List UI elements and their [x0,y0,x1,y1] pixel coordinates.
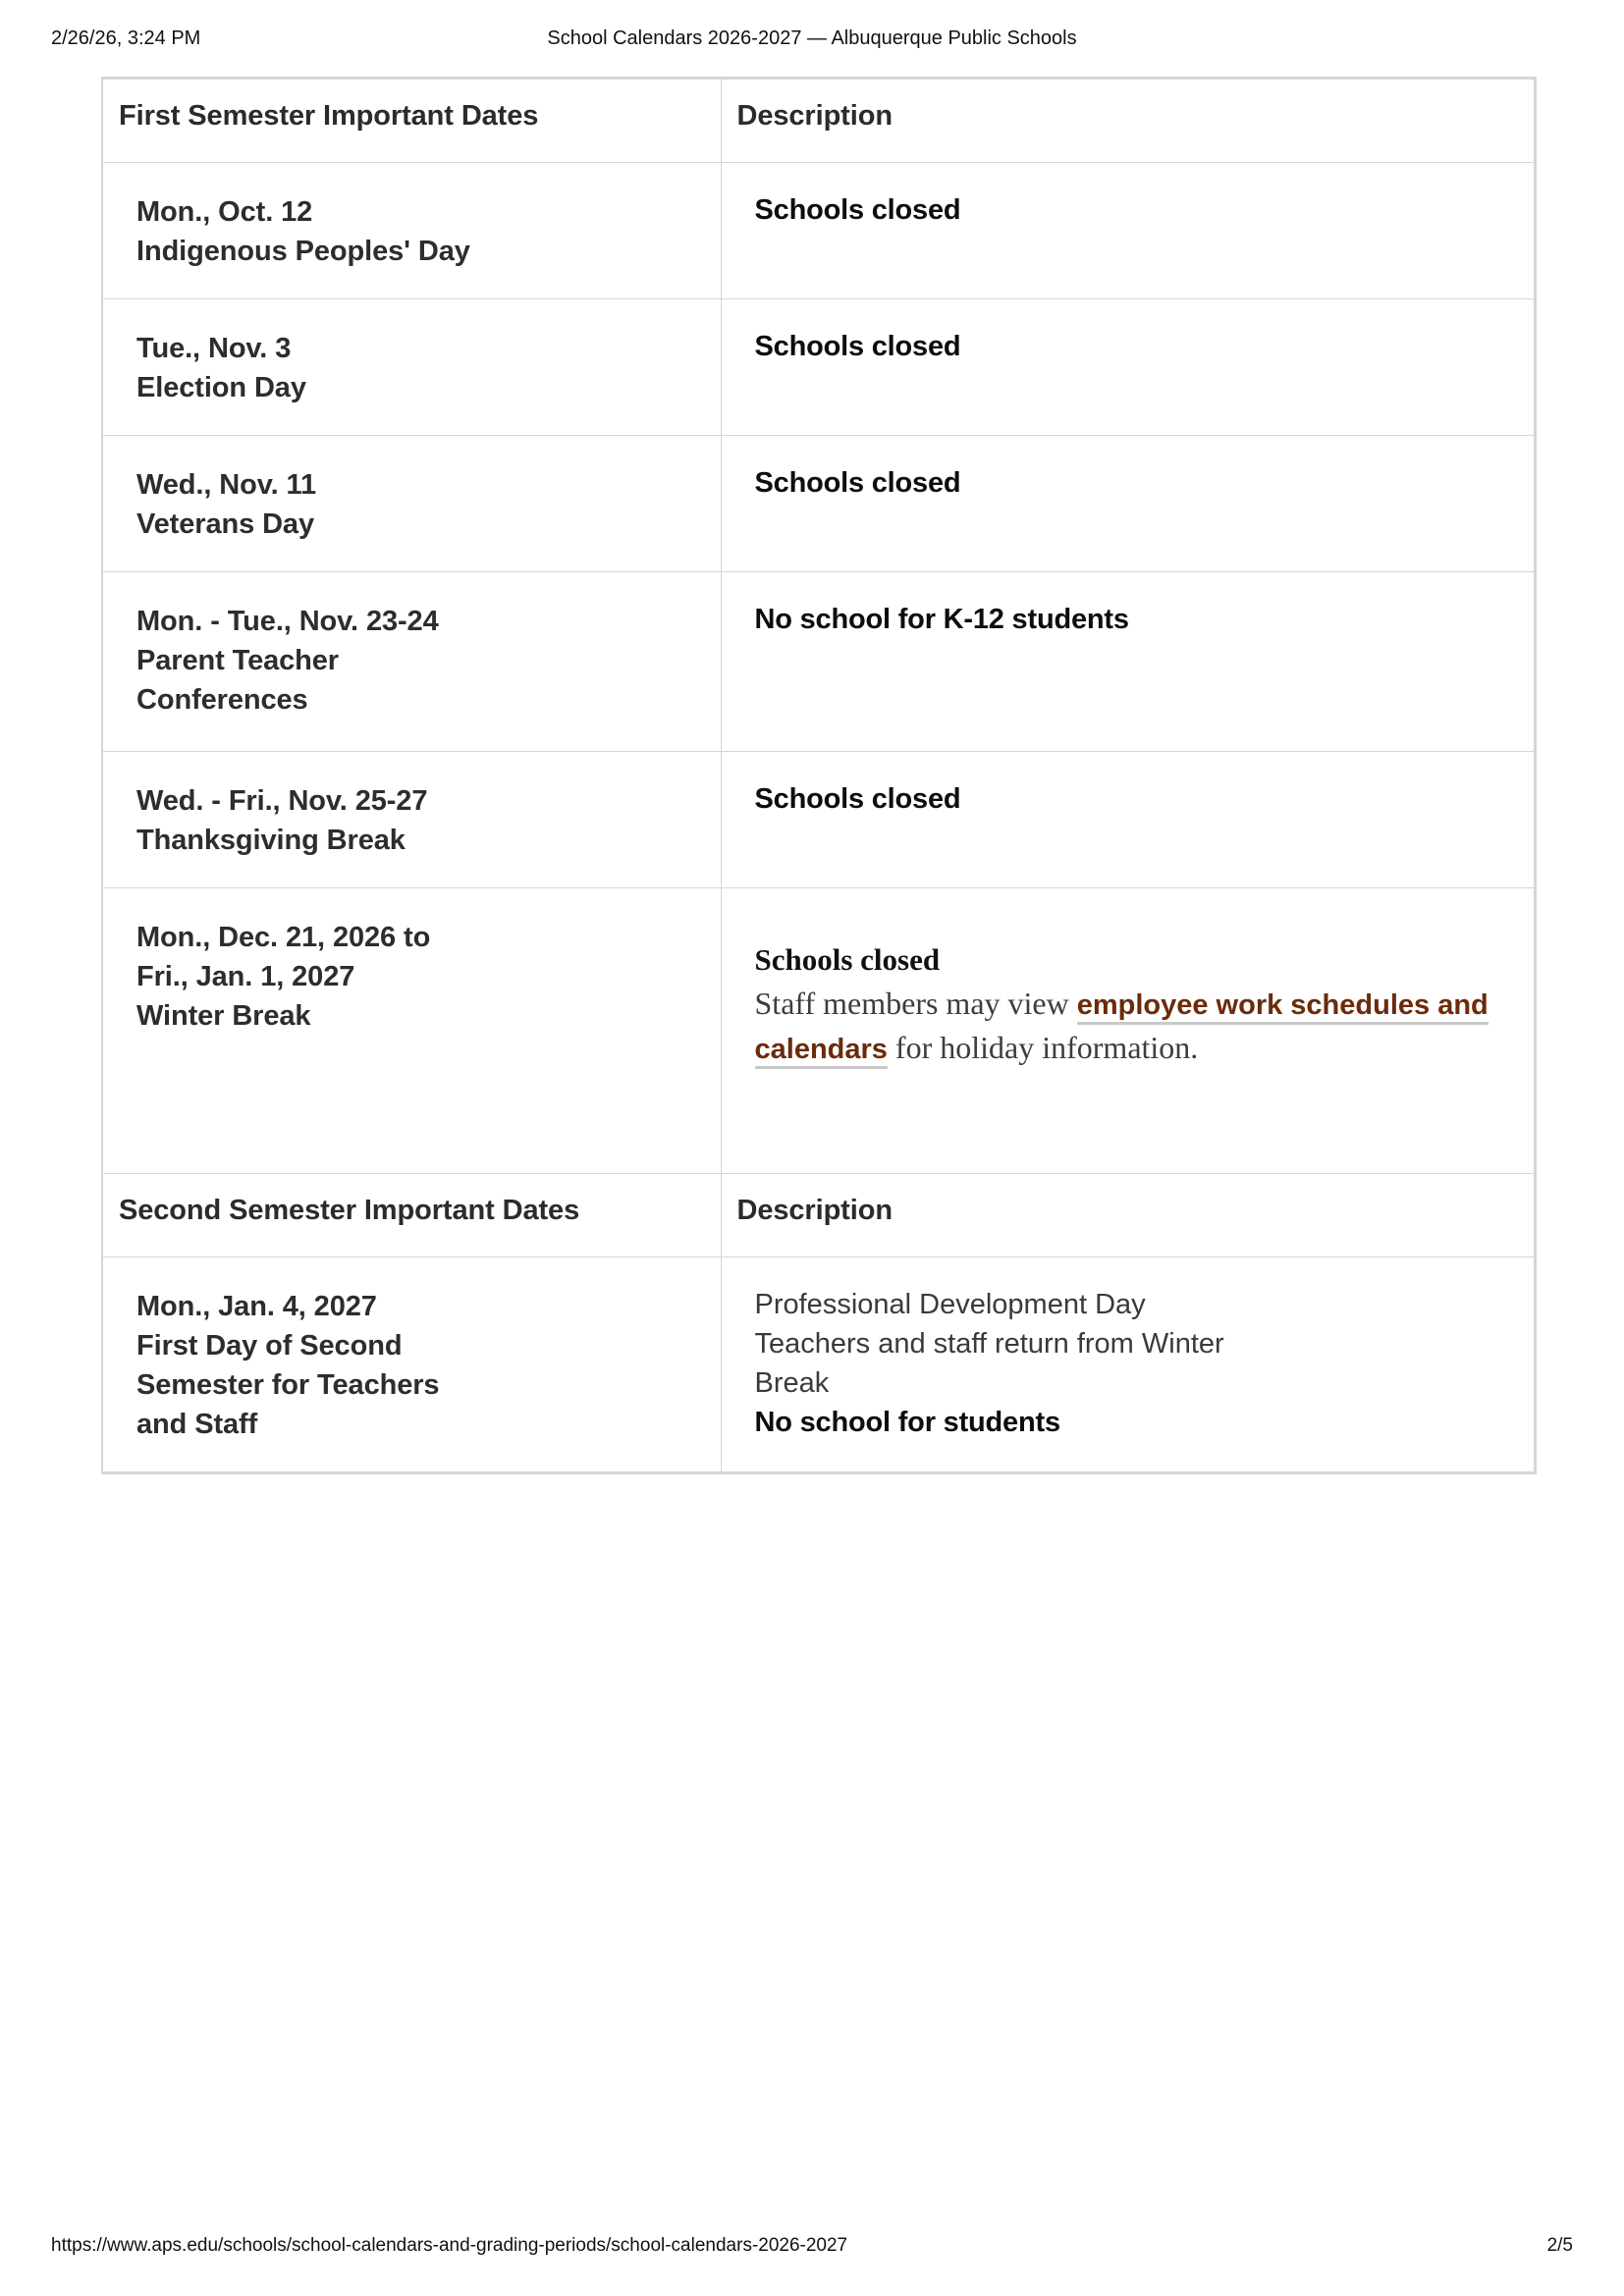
description-rich-text [755,939,1510,1071]
description-line: Break [754,1367,830,1399]
description-status: Schools closed [754,194,961,226]
description-cell [721,888,1535,1174]
date-line: Mon., Jan. 4, 2027 [136,1291,377,1322]
date-cell [102,572,721,752]
table-row [102,752,1535,888]
description-detail [755,1285,1510,1403]
date-text [136,329,697,407]
print-header-document-title: School Calendars 2026-2027 — Albuquerque Public Schools [547,27,1077,49]
description-status: No school for students [754,1407,1060,1438]
date-text [136,918,697,1036]
important-dates-table [101,77,1537,1474]
date-line: Winter Break [136,1000,311,1032]
date-line: Indigenous Peoples' Day [136,236,470,267]
date-cell [102,163,721,299]
date-line: Parent Teacher [136,645,339,676]
date-text [136,781,697,860]
date-line: Election Day [136,372,306,403]
description-cell [721,752,1535,888]
header-cell-first-semester-dates [102,79,721,163]
description-line: Teachers and staff return from Winter [754,1328,1224,1360]
date-line: Tue., Nov. 3 [136,333,292,364]
print-footer [0,2233,1624,2259]
table-header-row-second-semester [102,1174,1535,1257]
table-row [102,888,1535,1174]
description-status: Schools closed [754,331,961,362]
first-semester-dates-heading: First Semester Important Dates [119,100,539,132]
print-footer-page-indicator: 2/5 [1546,2235,1573,2256]
second-semester-description-heading: Description [736,1195,893,1226]
description-cell [721,572,1535,752]
table-row [102,572,1535,752]
calendar-table-container [101,77,1534,1474]
header-cell-second-semester-dates [102,1174,721,1257]
date-text [136,465,697,544]
date-line: Veterans Day [136,508,314,540]
description-cell [721,1257,1535,1473]
table-row [102,1257,1535,1473]
description-line: Professional Development Day [754,1289,1146,1320]
date-cell [102,888,721,1174]
description-status: No school for K-12 students [754,604,1129,635]
description-status: Schools closed [754,467,961,499]
description-status: Schools closed [754,783,961,815]
date-cell [102,1257,721,1473]
table-row [102,436,1535,572]
date-line: Wed., Nov. 11 [136,469,316,501]
date-cell [102,299,721,436]
first-semester-description-heading: Description [736,100,893,132]
description-text-after-link: for holiday information. [887,1030,1199,1065]
date-text [136,192,697,271]
description-cell [721,163,1535,299]
description-cell [721,436,1535,572]
description-status: Schools closed [754,942,941,977]
table-row [102,163,1535,299]
date-line: Fri., Jan. 1, 2027 [136,961,355,992]
print-footer-url: https://www.aps.edu/schools/school-calendars-and-grading-periods/school-calendars-2026-2027 [51,2235,848,2256]
date-line: First Day of Second [136,1330,403,1362]
date-cell [102,436,721,572]
date-line: Wed. - Fri., Nov. 25-27 [136,785,428,817]
description-text-before-link: Staff members may view [754,986,1077,1021]
date-cell [102,752,721,888]
date-text [136,1287,697,1444]
print-header [0,26,1624,51]
date-line: Conferences [136,684,308,716]
print-header-timestamp: 2/26/26, 3:24 PM [51,27,201,49]
employee-work-schedules-and-calendars-link[interactable]: employee work schedules and calendars [755,989,1489,1069]
date-line: Mon., Oct. 12 [136,196,313,228]
date-line: Semester for Teachers [136,1369,440,1401]
date-line: Mon., Dec. 21, 2026 to [136,922,431,953]
header-cell-first-semester-description [721,79,1535,163]
date-text [136,602,697,720]
second-semester-dates-heading: Second Semester Important Dates [119,1195,580,1226]
description-cell [721,299,1535,436]
date-line: and Staff [136,1409,258,1440]
table-header-row-first-semester [102,79,1535,163]
header-cell-second-semester-description [721,1174,1535,1257]
date-line: Thanksgiving Break [136,825,406,856]
table-row [102,299,1535,436]
date-line: Mon. - Tue., Nov. 23-24 [136,606,439,637]
